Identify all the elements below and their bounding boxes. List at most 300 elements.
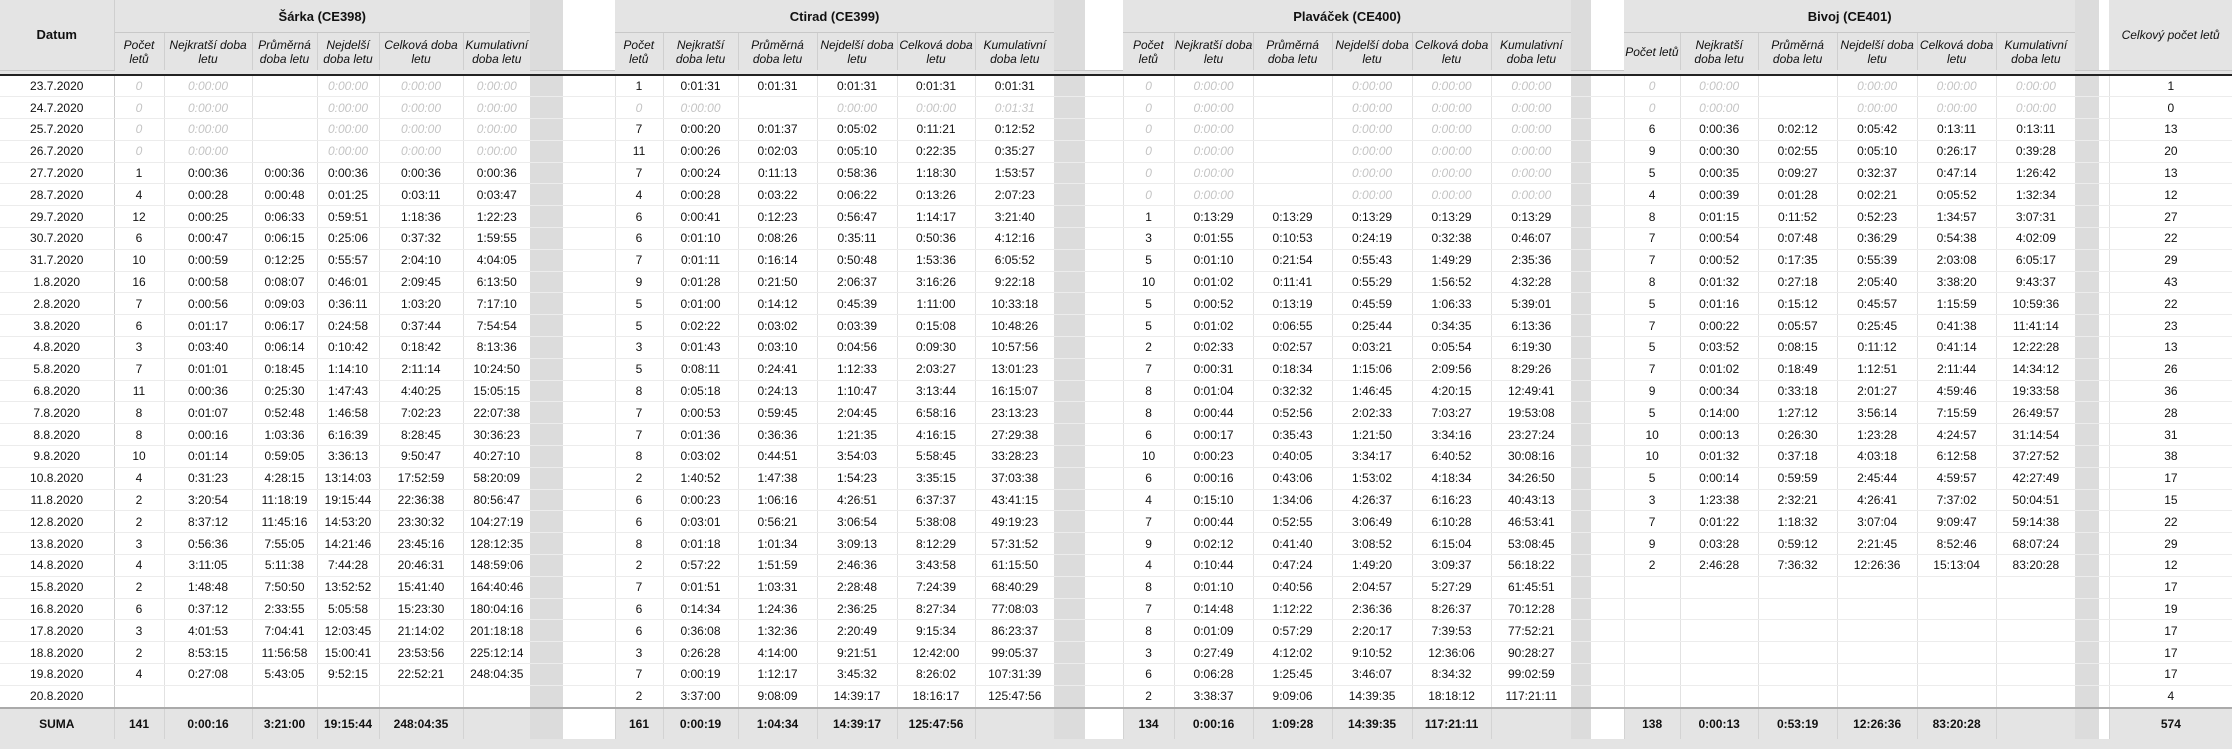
column-gap [1054, 576, 1085, 598]
data-cell: 0:01:28 [663, 271, 738, 293]
column-gap [530, 424, 563, 446]
sum-cell: 12:26:36 [1837, 708, 1917, 739]
data-cell: 0:00:31 [1174, 358, 1253, 380]
date-cell: 10.8.2020 [0, 467, 114, 489]
data-cell: 0:55:57 [317, 249, 379, 271]
data-cell: 0:26:17 [1917, 140, 1996, 162]
column-gap [2099, 664, 2109, 686]
column-gap [563, 620, 615, 642]
data-cell: 0:00:54 [1680, 228, 1758, 250]
data-cell: 2:46:36 [817, 555, 897, 577]
column-gap [2075, 119, 2099, 141]
data-cell: 99:05:37 [975, 642, 1054, 664]
data-cell [1758, 685, 1837, 707]
data-cell: 0:03:01 [663, 511, 738, 533]
column-gap [1054, 664, 1085, 686]
data-cell: 2 [114, 511, 164, 533]
data-cell: 0:15:10 [1174, 489, 1253, 511]
sum-cell: 14:39:35 [1332, 708, 1412, 739]
column-subheader: Kumulativní doba letu [975, 33, 1054, 71]
data-cell: 5:11:38 [252, 555, 317, 577]
data-cell: 0:01:22 [1680, 511, 1758, 533]
column-gap [1085, 380, 1123, 402]
data-cell [1253, 184, 1332, 206]
date-cell: 2.8.2020 [0, 293, 114, 315]
sum-cell [1491, 708, 1571, 739]
total-cell: 13 [2109, 162, 2232, 184]
data-cell: 12:42:00 [897, 642, 975, 664]
column-gap [1571, 358, 1591, 380]
column-gap [1591, 119, 1624, 141]
data-cell: 10 [1624, 424, 1680, 446]
data-cell: 27:29:38 [975, 424, 1054, 446]
column-gap [530, 664, 563, 686]
data-cell: 0:14:00 [1680, 402, 1758, 424]
data-cell: 0:26:28 [663, 642, 738, 664]
data-cell: 9 [1624, 380, 1680, 402]
data-cell: 1:21:35 [817, 424, 897, 446]
data-cell [1917, 642, 1996, 664]
data-cell: 2:33:55 [252, 598, 317, 620]
data-cell: 8:26:37 [1412, 598, 1491, 620]
data-cell: 6 [615, 598, 663, 620]
data-cell: 7:17:10 [463, 293, 530, 315]
data-cell: 117:21:11 [1491, 685, 1571, 707]
data-cell: 0:09:27 [1758, 162, 1837, 184]
column-gap [563, 140, 615, 162]
data-cell: 0:00:52 [1680, 249, 1758, 271]
data-cell: 6 [615, 228, 663, 250]
data-cell: 58:20:09 [463, 467, 530, 489]
column-gap [1085, 402, 1123, 424]
column-gap [563, 162, 615, 184]
column-gap [530, 402, 563, 424]
column-gap [1054, 533, 1085, 555]
column-gap [1054, 555, 1085, 577]
column-gap [2099, 620, 2109, 642]
data-cell: 0:25:44 [1332, 315, 1412, 337]
column-subheader: Průměrná doba letu [738, 33, 817, 71]
data-cell: 0:01:18 [663, 533, 738, 555]
column-gap [530, 184, 563, 206]
data-cell: 0:13:29 [1253, 206, 1332, 228]
column-gap [2099, 380, 2109, 402]
data-cell: 83:20:28 [1996, 555, 2075, 577]
data-cell: 0:00:28 [663, 184, 738, 206]
data-cell: 0:00:00 [1174, 140, 1253, 162]
data-cell: 17:52:59 [379, 467, 463, 489]
sum-cell: 161 [615, 708, 663, 739]
data-cell: 7 [615, 424, 663, 446]
data-cell [1996, 598, 2075, 620]
data-cell: 4:40:25 [379, 380, 463, 402]
data-cell: 23:30:32 [379, 511, 463, 533]
column-gap [1591, 511, 1624, 533]
data-cell: 0:58:36 [817, 162, 897, 184]
data-cell: 1:15:59 [1917, 293, 1996, 315]
column-gap [2075, 664, 2099, 686]
data-cell: 1:47:38 [738, 467, 817, 489]
table-row [0, 337, 2232, 359]
data-cell: 0:35:27 [975, 140, 1054, 162]
data-cell: 1:48:48 [164, 576, 252, 598]
data-cell: 0:00:44 [1174, 511, 1253, 533]
column-gap [530, 620, 563, 642]
column-gap [1591, 424, 1624, 446]
data-cell: 12 [114, 206, 164, 228]
data-cell: 0:57:29 [1253, 620, 1332, 642]
column-gap [1054, 315, 1085, 337]
date-cell: 18.8.2020 [0, 642, 114, 664]
data-cell: 0:05:42 [1837, 119, 1917, 141]
data-cell: 0:59:45 [738, 402, 817, 424]
data-cell: 0:00:00 [1174, 162, 1253, 184]
data-cell: 0:00:19 [663, 664, 738, 686]
data-cell: 0:13:26 [897, 184, 975, 206]
sum-cell: 0:00:16 [1174, 708, 1253, 739]
column-gap [530, 533, 563, 555]
data-cell: 0:11:41 [1253, 271, 1332, 293]
date-cell: 31.7.2020 [0, 249, 114, 271]
data-cell: 0:56:21 [738, 511, 817, 533]
data-cell: 19:53:08 [1491, 402, 1571, 424]
column-gap [1571, 598, 1591, 620]
data-cell: 4 [1624, 184, 1680, 206]
data-cell: 1:12:33 [817, 358, 897, 380]
data-cell: 5 [1123, 293, 1174, 315]
data-cell [1680, 642, 1758, 664]
data-cell: 128:12:35 [463, 533, 530, 555]
column-gap [1054, 119, 1085, 141]
column-gap [1054, 598, 1085, 620]
data-cell: 1:32:36 [738, 620, 817, 642]
data-cell: 0:03:22 [738, 184, 817, 206]
data-cell: 0:00:00 [1680, 75, 1758, 97]
data-cell: 1:18:32 [1758, 511, 1837, 533]
data-cell: 0:12:25 [252, 249, 317, 271]
data-cell: 0:03:52 [1680, 337, 1758, 359]
data-cell: 2:06:37 [817, 271, 897, 293]
data-cell: 1:32:34 [1996, 184, 2075, 206]
data-cell: 2:09:45 [379, 271, 463, 293]
data-cell [252, 75, 317, 97]
data-cell: 0:00:00 [317, 140, 379, 162]
data-cell: 14:39:17 [817, 685, 897, 707]
data-cell: 0:00:00 [897, 97, 975, 119]
total-cell: 17 [2109, 642, 2232, 664]
data-cell [1624, 576, 1680, 598]
column-gap [2075, 533, 2099, 555]
data-cell: 0:00:00 [317, 75, 379, 97]
data-cell: 8 [114, 424, 164, 446]
table-row [0, 184, 2232, 206]
data-cell: 0:01:07 [164, 402, 252, 424]
data-cell: 0 [1624, 75, 1680, 97]
column-gap [1571, 140, 1591, 162]
sum-total-cell: 574 [2109, 708, 2232, 739]
data-cell: 2:32:21 [1758, 489, 1837, 511]
data-cell [1758, 664, 1837, 686]
data-cell: 1:46:58 [317, 402, 379, 424]
table-row [0, 620, 2232, 642]
data-cell: 2:28:48 [817, 576, 897, 598]
column-gap [530, 446, 563, 468]
column-gap [1591, 620, 1624, 642]
column-gap [1085, 467, 1123, 489]
data-cell: 0:09:30 [897, 337, 975, 359]
column-gap [2099, 271, 2109, 293]
column-gap [530, 358, 563, 380]
data-cell: 0 [1123, 119, 1174, 141]
data-cell: 6:12:58 [1917, 446, 1996, 468]
date-cell: 19.8.2020 [0, 664, 114, 686]
data-cell: 0:50:48 [817, 249, 897, 271]
column-subheader: Nejdelší doba letu [317, 33, 379, 71]
data-cell: 77:52:21 [1491, 620, 1571, 642]
data-cell: 13:01:23 [975, 358, 1054, 380]
column-gap [1085, 140, 1123, 162]
data-cell: 0:05:18 [663, 380, 738, 402]
data-cell [1917, 664, 1996, 686]
date-cell: 11.8.2020 [0, 489, 114, 511]
column-gap [530, 206, 563, 228]
data-cell: 164:40:46 [463, 576, 530, 598]
data-cell: 3:13:44 [897, 380, 975, 402]
data-cell: 0:00:36 [1680, 119, 1758, 141]
data-cell: 34:26:50 [1491, 467, 1571, 489]
data-cell: 2:11:44 [1917, 358, 1996, 380]
column-gap [530, 75, 563, 97]
column-gap [530, 685, 563, 707]
data-cell: 0:01:09 [1174, 620, 1253, 642]
data-cell: 1:12:22 [1253, 598, 1332, 620]
data-cell: 3:45:32 [817, 664, 897, 686]
data-cell: 1:23:28 [1837, 424, 1917, 446]
column-gap [1571, 97, 1591, 119]
data-cell: 7 [1624, 358, 1680, 380]
table-row [0, 97, 2232, 119]
data-cell: 3:21:40 [975, 206, 1054, 228]
data-cell: 8 [1123, 380, 1174, 402]
column-subheader: Celková doba letu [1917, 33, 1996, 71]
data-cell: 15:23:30 [379, 598, 463, 620]
total-cell: 4 [2109, 685, 2232, 707]
column-gap [563, 271, 615, 293]
data-cell: 3 [114, 620, 164, 642]
column-gap [1571, 337, 1591, 359]
column-gap [2099, 315, 2109, 337]
data-cell: 0:59:51 [317, 206, 379, 228]
data-cell [1680, 576, 1758, 598]
total-cell: 22 [2109, 511, 2232, 533]
data-cell: 3 [1123, 642, 1174, 664]
column-gap [1054, 708, 1085, 739]
data-cell: 5 [1624, 293, 1680, 315]
total-cell: 22 [2109, 228, 2232, 250]
data-cell: 1:12:51 [1837, 358, 1917, 380]
data-cell: 7 [615, 249, 663, 271]
data-cell: 0:04:56 [817, 337, 897, 359]
data-cell [1837, 576, 1917, 598]
data-cell: 0:00:41 [663, 206, 738, 228]
date-cell: 5.8.2020 [0, 358, 114, 380]
total-cell: 0 [2109, 97, 2232, 119]
data-cell: 0:08:26 [738, 228, 817, 250]
total-cell: 13 [2109, 337, 2232, 359]
data-cell: 0:02:03 [738, 140, 817, 162]
data-cell: 0:01:43 [663, 337, 738, 359]
column-gap [1571, 467, 1591, 489]
column-gap [563, 184, 615, 206]
column-gap [563, 467, 615, 489]
column-gap [563, 511, 615, 533]
data-cell: 225:12:14 [463, 642, 530, 664]
column-gap [1591, 315, 1624, 337]
table-row [0, 271, 2232, 293]
data-cell: 0:08:07 [252, 271, 317, 293]
data-cell: 1:21:50 [1332, 424, 1412, 446]
data-cell: 6:40:52 [1412, 446, 1491, 468]
data-cell: 5 [1624, 162, 1680, 184]
data-cell: 1:27:12 [1758, 402, 1837, 424]
data-cell: 8:13:36 [463, 337, 530, 359]
data-cell: 0:00:24 [663, 162, 738, 184]
data-cell [1680, 620, 1758, 642]
column-subheader: Počet letů [114, 33, 164, 71]
data-cell: 0:41:40 [1253, 533, 1332, 555]
data-cell: 6:10:28 [1412, 511, 1491, 533]
data-cell: 3 [1624, 489, 1680, 511]
data-cell: 180:04:16 [463, 598, 530, 620]
data-cell: 0:11:52 [1758, 206, 1837, 228]
column-gap [1085, 315, 1123, 337]
data-cell: 56:18:22 [1491, 555, 1571, 577]
data-cell: 68:40:29 [975, 576, 1054, 598]
data-cell: 15:41:40 [379, 576, 463, 598]
column-gap [1571, 511, 1591, 533]
data-cell: 0:02:57 [1253, 337, 1332, 359]
data-cell: 0:00:17 [1174, 424, 1253, 446]
column-subheader: Kumulativní doba letu [1996, 33, 2075, 71]
column-gap [563, 358, 615, 380]
data-cell: 2:46:28 [1680, 555, 1758, 577]
data-cell: 4 [114, 555, 164, 577]
column-gap [563, 119, 615, 141]
table-row [0, 206, 2232, 228]
data-cell: 23:27:24 [1491, 424, 1571, 446]
data-cell: 0:00:00 [463, 75, 530, 97]
data-cell: 1 [114, 162, 164, 184]
data-cell: 0:03:11 [379, 184, 463, 206]
data-cell: 6:05:52 [975, 249, 1054, 271]
data-cell: 16 [114, 271, 164, 293]
data-cell: 0:00:36 [379, 162, 463, 184]
column-gap [1054, 402, 1085, 424]
column-gap [1571, 555, 1591, 577]
column-gap [2099, 598, 2109, 620]
data-cell: 0:26:30 [1758, 424, 1837, 446]
data-cell: 3 [615, 337, 663, 359]
data-cell: 6:58:16 [897, 402, 975, 424]
data-cell: 5:05:58 [317, 598, 379, 620]
data-cell: 0:03:02 [663, 446, 738, 468]
data-cell: 0:14:34 [663, 598, 738, 620]
data-cell: 0:00:36 [252, 162, 317, 184]
data-cell: 0:01:10 [1174, 249, 1253, 271]
data-cell: 0:05:57 [1758, 315, 1837, 337]
column-gap [1085, 533, 1123, 555]
column-gap [1054, 162, 1085, 184]
column-gap [1571, 293, 1591, 315]
column-gap [530, 555, 563, 577]
date-cell: 3.8.2020 [0, 315, 114, 337]
data-cell: 18:18:12 [1412, 685, 1491, 707]
column-gap [2075, 467, 2099, 489]
column-gap [1085, 576, 1123, 598]
data-cell [1758, 620, 1837, 642]
column-gap [1085, 511, 1123, 533]
data-cell: 0:01:31 [663, 75, 738, 97]
column-gap [2075, 75, 2099, 97]
column-gap [2099, 555, 2109, 577]
data-cell: 0:13:11 [1917, 119, 1996, 141]
data-cell: 0:00:00 [1680, 97, 1758, 119]
data-cell: 0:00:00 [663, 97, 738, 119]
column-gap [1591, 97, 1624, 119]
column-subheader: Celková doba letu [1412, 33, 1491, 71]
data-cell: 0:00:00 [1332, 119, 1412, 141]
column-gap [1054, 620, 1085, 642]
column-gap [2099, 708, 2109, 739]
column-gap [530, 708, 563, 739]
column-gap [563, 708, 615, 739]
data-cell: 0:00:36 [463, 162, 530, 184]
data-cell: 6:16:23 [1412, 489, 1491, 511]
date-cell: 7.8.2020 [0, 402, 114, 424]
data-cell: 9 [1624, 140, 1680, 162]
data-cell: 11:56:58 [252, 642, 317, 664]
data-cell: 1 [615, 75, 663, 97]
total-cell: 1 [2109, 75, 2232, 97]
data-cell: 80:56:47 [463, 489, 530, 511]
data-cell: 4:12:16 [975, 228, 1054, 250]
column-gap [530, 337, 563, 359]
data-cell: 7 [615, 402, 663, 424]
data-cell: 10:59:36 [1996, 293, 2075, 315]
data-cell: 0:36:08 [663, 620, 738, 642]
data-cell: 1:14:10 [317, 358, 379, 380]
data-cell: 0:35:43 [1253, 424, 1332, 446]
data-cell: 1:59:55 [463, 228, 530, 250]
table-row [0, 576, 2232, 598]
data-cell: 2 [615, 685, 663, 707]
table-row [0, 380, 2232, 402]
column-gap [530, 140, 563, 162]
column-gap [2075, 424, 2099, 446]
data-cell: 0:14:12 [738, 293, 817, 315]
data-cell: 0:56:47 [817, 206, 897, 228]
data-cell: 0:10:42 [317, 337, 379, 359]
data-cell: 4:32:28 [1491, 271, 1571, 293]
column-subheader: Počet letů [1123, 33, 1174, 71]
column-subheader: Počet letů [1624, 33, 1680, 71]
data-cell: 0:37:44 [379, 315, 463, 337]
data-cell: 0:27:08 [164, 664, 252, 686]
data-cell: 0:00:34 [1680, 380, 1758, 402]
column-gap [1571, 489, 1591, 511]
data-cell: 0:43:06 [1253, 467, 1332, 489]
data-cell: 0:52:48 [252, 402, 317, 424]
